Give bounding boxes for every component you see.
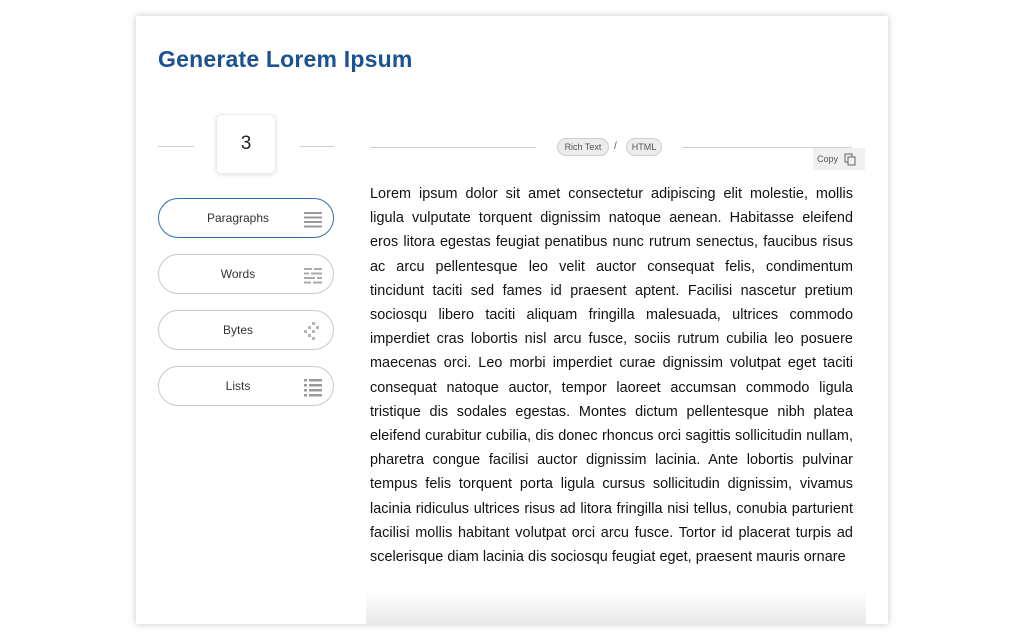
clipboard-icon (844, 153, 856, 166)
copy-label: Copy (817, 154, 839, 164)
count-input[interactable]: 3 (216, 114, 276, 174)
page-title: Generate Lorem Ipsum (158, 46, 413, 72)
generator-card (136, 16, 888, 624)
html-toggle[interactable]: HTML (626, 138, 662, 156)
divider-line (370, 147, 536, 148)
lists-button[interactable] (158, 366, 334, 406)
bytes-button[interactable] (158, 310, 334, 350)
bytes-label: Bytes (222, 323, 253, 337)
paragraphs-label: Paragraphs (206, 211, 270, 225)
paragraphs-button[interactable] (158, 198, 334, 238)
paragraphs-icon (303, 209, 323, 229)
rich-text-toggle[interactable]: Rich Text (557, 138, 609, 156)
lists-label: Lists (225, 379, 251, 393)
words-label: Words (220, 267, 256, 281)
divider-line (300, 146, 334, 147)
generated-text: Lorem ipsum dolor sit amet consectetur adipiscing elit molestie, mollis ligula vulputate torquent dignissim natoque aenean. Habitasse eleifend eros litora egestas feugiat penatibus nunc rutrum senectus, faucibus risus ac arcu pellentesque leo velit auctor consequat felis, condimentum tincidunt taciti sed fames id praesent aptent. Facilisi nascetur pretium sociosqu libero taciti aliquam fringilla malesuada, ultrices commodo imperdiet cras lobortis nisl arcu fusce, sociis rutrum cubilia leo posuere maecenas orci. Leo morbi imperdiet curae dignissim volutpat eget taciti consequat natoque auctor, tempor laoreet accumsan commodo ligula tristique dis sodales egestas. Montes dictum pellentesque nibh platea eleifend curabitur cubilia, dis donec rhoncus orci sagittis sollicitudin nullam, pharetra congue facilisi auctor dignissim lacinia. Ante lobortis pulvinar tempus felis torquent porta ligula cursus sollicitudin dignissim, vivamus lacinia ridiculus ultrices risus ad litora fringilla nisi tellus, conubia parturient facilisi mollis habitant volutpat orci arcu fusce. Tortor id placerat turpis ad scelerisque diam lacinia dis sociosqu feugiat eget, praesent mauris ornare (370, 186, 853, 566)
words-icon (303, 265, 323, 285)
divider-line (158, 146, 194, 147)
words-button[interactable] (158, 254, 334, 294)
bytes-icon (303, 321, 323, 341)
lists-icon (303, 377, 323, 397)
scroll-fade (366, 590, 866, 624)
copy-button[interactable] (813, 148, 865, 170)
format-separator: / (614, 141, 617, 152)
